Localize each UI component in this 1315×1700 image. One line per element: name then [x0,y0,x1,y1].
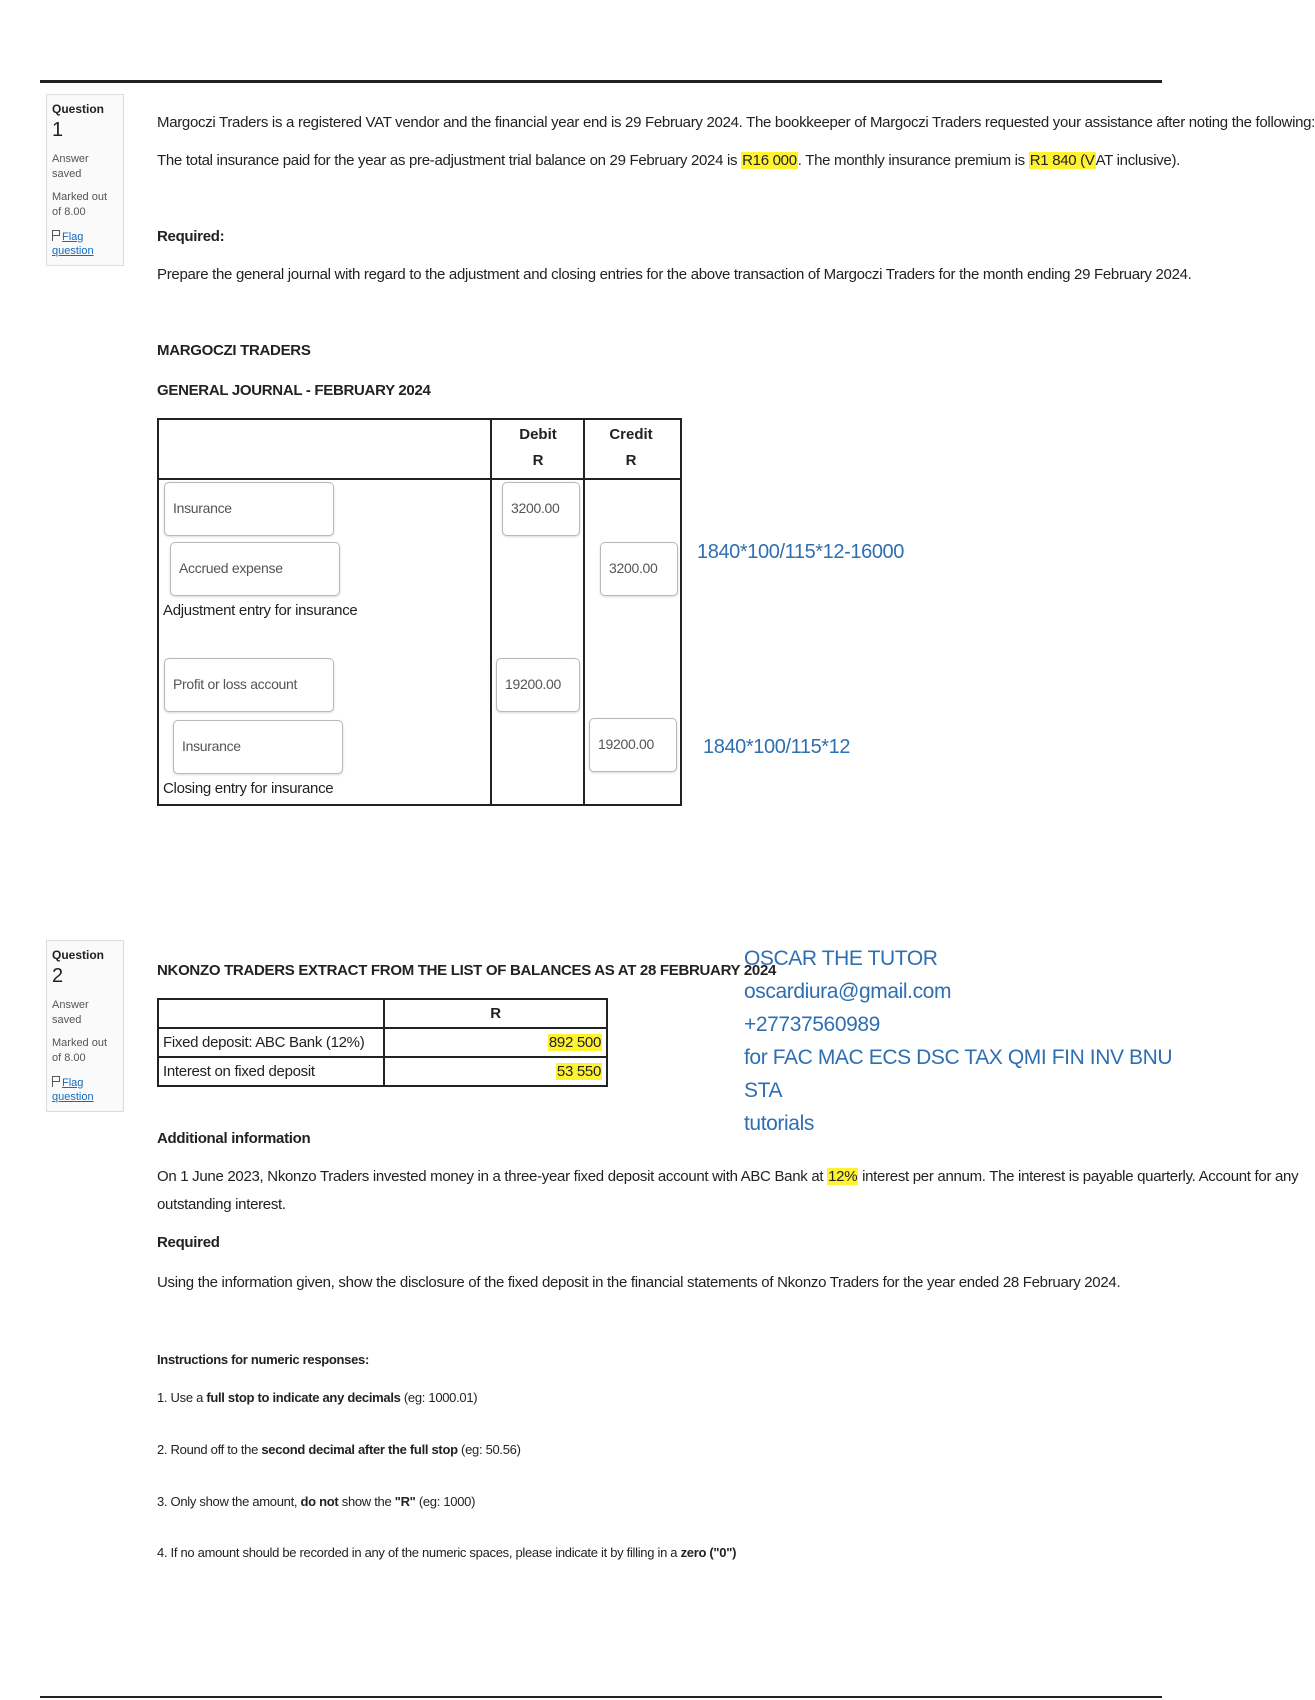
debit-account-field-1[interactable]: Insurance [164,482,334,536]
credit-column-header: Credit R [609,426,653,469]
debit-amount-field-2[interactable]: 19200.00 [496,658,580,712]
table-row [158,1057,607,1086]
question-label: Question 2 [52,948,105,988]
table-header-row [158,999,607,1028]
highlight-interest-rate: 12% [828,1168,858,1185]
marks-text: Marked out of 8.00 [52,190,108,218]
row-description: Fixed deposit: ABC Bank (12%) [158,1028,384,1057]
question-info-1 [46,94,124,266]
highlight-monthly-premium: R1 840 (V [1029,152,1095,169]
debit-amount-field-1[interactable]: 3200.00 [502,482,580,536]
table-row [158,1028,607,1057]
debit-column-header: Debit R [519,426,557,469]
answer-status: Answer saved [52,999,89,1027]
narration-2: Closing entry for insurance [163,780,334,797]
instructions-heading: Instructions for numeric responses: [157,1352,369,1367]
instruction-2: 2. Round off to the second decimal after the full stop (eg: 50.56) [157,1442,521,1457]
narration-1: Adjustment entry for insurance [163,602,358,619]
tutor-phone: +27737560989 [744,1013,880,1036]
q2-required-heading: Required [157,1234,220,1251]
instruction-4: 4. If no amount should be recorded in any of the numeric spaces, please indicate it by filling in a zero ("0") [157,1545,737,1560]
row-amount: 892 500 [384,1028,607,1057]
question-info-2 [46,940,124,1112]
debit-account-field-2[interactable]: Profit or loss account [164,658,334,712]
tutor-tail: tutorials [744,1112,814,1135]
q1-intro-2: The total insurance paid for the year as pre-adjustment trial balance on 29 February 2024 is R16 000. The monthly insurance premium is R1 840 (VAT inclusive). [157,152,1181,169]
q2-additional-heading: Additional information [157,1130,311,1147]
credit-amount-field-2[interactable]: 19200.00 [589,718,677,772]
q2-required-text: Using the information given, show the disclosure of the fixed deposit in the financial statements of Nkonzo Traders for the year ended 28 February 2024. [157,1274,1121,1291]
marks-text: Marked out of 8.00 [52,1036,108,1064]
answer-status: Answer saved [52,153,89,181]
handwritten-note-1: 1840*100/115*12-16000 [697,541,904,563]
tutor-email: oscardiura@gmail.com [744,980,952,1003]
row-amount: 53 550 [384,1057,607,1086]
credit-account-field-1[interactable]: Accrued expense [170,542,340,596]
tutor-name: OSCAR THE TUTOR [744,947,938,970]
bottom-rule [40,1696,1162,1698]
q1-intro-1: Margoczi Traders is a registered VAT vendor and the financial year end is 29 February 2024. The bookkeeper of Margoczi Traders requested your assistance after noting the following: [157,114,1315,131]
question-label: Question 1 [52,102,105,142]
top-rule [40,80,1162,83]
credit-account-field-2[interactable]: Insurance [173,720,343,774]
q1-required-heading: Required: [157,228,225,245]
balances-table [157,998,608,1087]
header-divider [159,478,680,480]
header-cell-currency: R [384,999,607,1028]
tutor-contact [744,942,1200,1140]
instruction-3: 3. Only show the amount, do not show the "R" (eg: 1000) [157,1494,476,1509]
flag-question-link[interactable]: Flag question [52,1076,94,1104]
flag-question-link[interactable]: Flag question [52,230,94,258]
flag-icon [52,1076,60,1086]
credit-amount-field-1[interactable]: 3200.00 [600,542,678,596]
q2-heading: NKONZO TRADERS EXTRACT FROM THE LIST OF BALANCES AS AT 28 FEBRUARY 2024 [157,962,777,979]
flag-icon [52,230,60,240]
journal-title: GENERAL JOURNAL - FEBRUARY 2024 [157,382,431,399]
highlight-total-insurance: R16 000 [742,152,797,169]
handwritten-note-2: 1840*100/115*12 [703,736,851,758]
header-cell-empty [158,999,384,1028]
tutor-subjects: for FAC MAC ECS DSC TAX QMI FIN INV BNU STA [744,1046,1173,1102]
q1-required-text: Prepare the general journal with regard to the adjustment and closing entries for the above transaction of Margoczi Traders for the month ending 29 February 2024. [157,266,1192,283]
row-description: Interest on fixed deposit [158,1057,384,1086]
q2-additional-text-2: outstanding interest. [157,1196,286,1213]
q2-additional-text: On 1 June 2023, Nkonzo Traders invested money in a three-year fixed deposit account with ABC Bank at 12% interest per annum. The interest is payable quarterly. Account for any [157,1168,1299,1185]
company-name: MARGOCZI TRADERS [157,342,311,359]
general-journal-table [157,418,682,806]
instruction-1: 1. Use a full stop to indicate any decimals (eg: 1000.01) [157,1390,478,1405]
